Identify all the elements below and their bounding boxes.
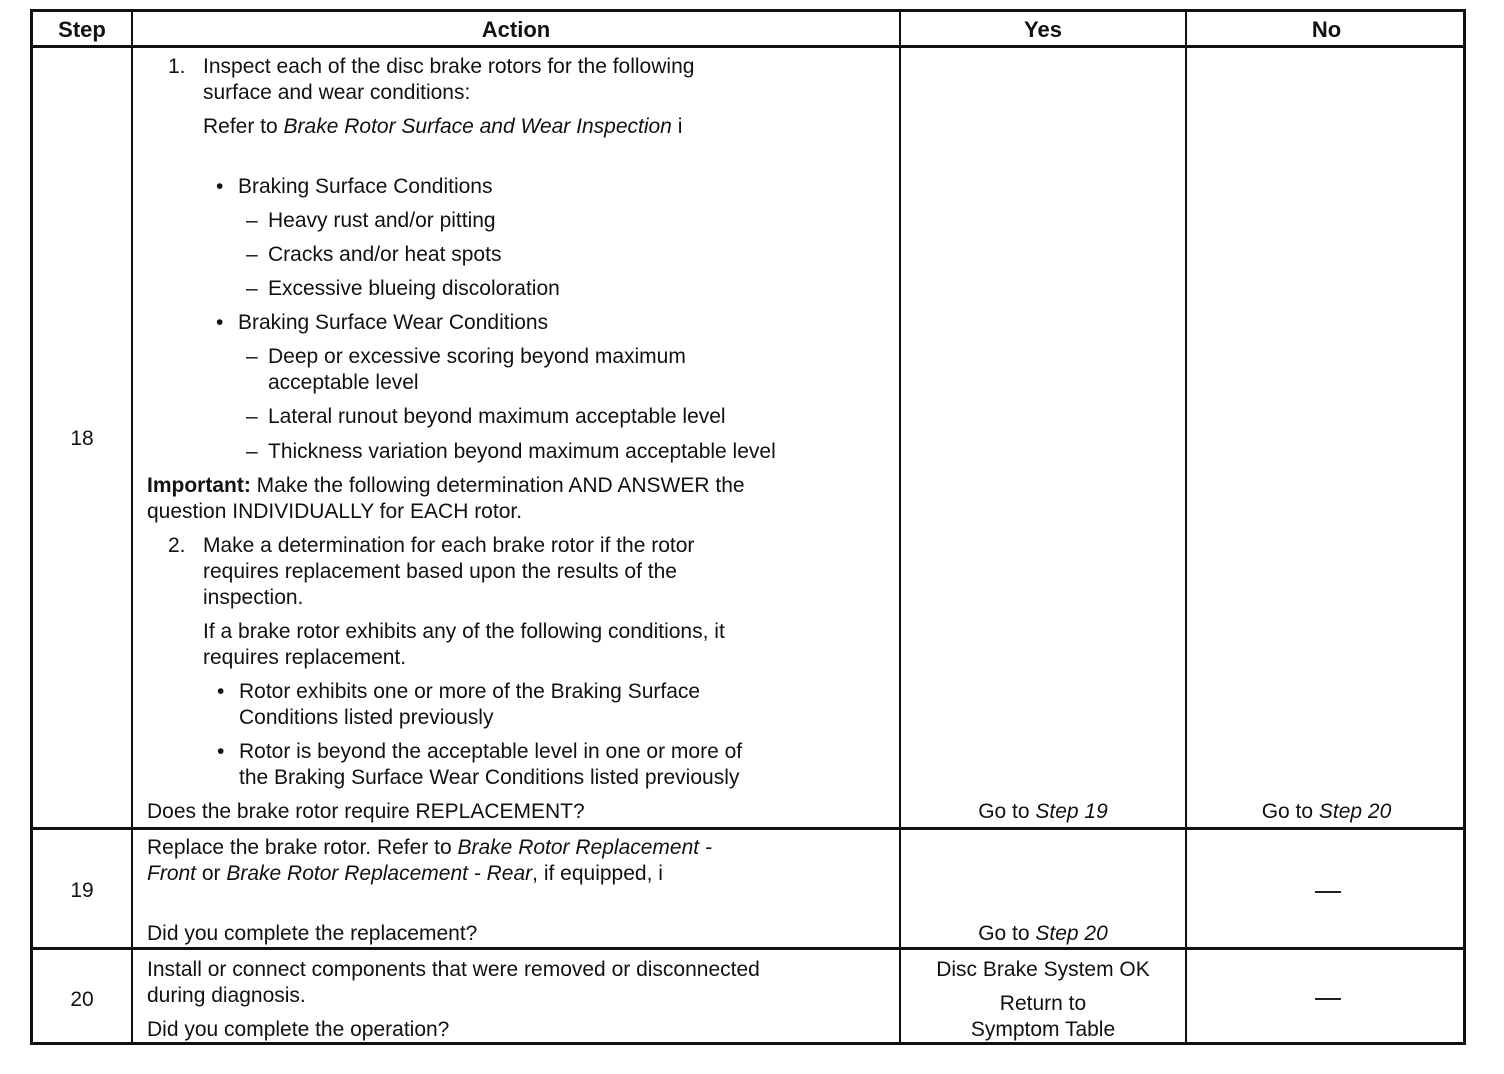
item-number: 2. <box>168 534 186 557</box>
column-divider <box>131 12 133 1042</box>
reference-suffix: i <box>671 115 683 138</box>
step-20-link[interactable]: Step 20 <box>1035 922 1108 945</box>
question-text: Did you complete the replacement? <box>147 922 478 945</box>
item-number: 1. <box>168 55 186 78</box>
dash-item: – Lateral runout beyond maximum acceptable level <box>246 405 726 428</box>
reference-prefix: Refer to <box>203 115 284 138</box>
important-label: Important: <box>147 474 251 497</box>
action-text: Front or Brake Rotor Replacement - Rear, if equipped, i <box>147 862 663 885</box>
header-yes: Yes <box>1024 17 1062 42</box>
important-text: question INDIVIDUALLY for EACH rotor. <box>147 500 523 523</box>
yes-action: Go to Step 19 <box>978 800 1108 823</box>
dash-item: – Cracks and/or heat spots <box>246 243 502 266</box>
dash-item: – Heavy rust and/or pitting <box>246 209 496 232</box>
action-text: Make a determination for each brake rotor if the rotor <box>203 534 695 557</box>
question-text: Does the brake rotor require REPLACEMENT? <box>147 800 585 823</box>
column-divider <box>899 12 901 1042</box>
dash-item-continued: acceptable level <box>268 371 419 394</box>
reference-line <box>203 114 682 140</box>
step-number: 20 <box>70 988 94 1011</box>
brake-rotor-replacement-rear-link[interactable]: Brake Rotor Replacement - Rear <box>226 862 533 885</box>
brake-rotor-inspection-link[interactable]: Brake Rotor Surface and Wear Inspection <box>283 115 672 138</box>
bullet-item: • Braking Surface Wear Conditions <box>238 310 548 336</box>
bullet-item: • Rotor exhibits one or more of the Braking Surface <box>239 679 700 705</box>
header-step: Step <box>58 17 106 42</box>
bullet-item-continued: Conditions listed previously <box>239 706 494 729</box>
question-text: Did you complete the operation? <box>147 1018 450 1041</box>
dash-item: – Thickness variation beyond maximum acceptable level <box>246 440 776 463</box>
return-to-text: Return to <box>999 992 1087 1015</box>
no-action: Go to Step 20 <box>1261 800 1392 823</box>
step-number: 18 <box>70 427 94 450</box>
step-number: 19 <box>70 879 94 902</box>
symptom-table-link[interactable]: Symptom Table <box>970 1018 1116 1041</box>
action-text: requires replacement. <box>203 646 407 669</box>
important-text: Make the following determination AND ANSWER the <box>250 474 745 497</box>
bullet-item: • Braking Surface Conditions <box>238 174 492 200</box>
action-text: inspection. <box>203 586 304 609</box>
empty-cell-dash <box>1315 998 1341 1000</box>
bullet-item-continued: the Braking Surface Wear Conditions listed previously <box>239 766 740 789</box>
action-text: Replace the brake rotor. Refer to Brake Rotor Replacement - <box>147 836 712 859</box>
action-text: If a brake rotor exhibits any of the following conditions, it <box>203 620 725 643</box>
yes-action: Go to Step 20 <box>978 922 1108 945</box>
important-note <box>147 473 745 499</box>
bullet-item: • Rotor is beyond the acceptable level in one or more of <box>239 739 742 765</box>
header-no: No <box>1311 17 1342 42</box>
dash-item: – Excessive blueing discoloration <box>246 277 560 300</box>
diagnostic-table <box>30 9 1466 1045</box>
row-divider <box>33 947 1463 950</box>
action-text: Inspect each of the disc brake rotors for the following <box>203 55 695 78</box>
action-text: requires replacement based upon the results of the <box>203 560 677 583</box>
empty-cell-dash <box>1315 891 1341 893</box>
action-text: during diagnosis. <box>147 984 306 1007</box>
dash-item: – Deep or excessive scoring beyond maximum <box>246 345 686 368</box>
column-divider <box>1185 12 1187 1042</box>
header-action: Action <box>481 17 551 42</box>
step-20-link[interactable]: Step 20 <box>1318 800 1392 823</box>
action-text: Install or connect components that were removed or disconnected <box>147 958 760 981</box>
yes-result: Disc Brake System OK <box>936 958 1150 981</box>
brake-rotor-replacement-front-link[interactable]: Front <box>147 862 197 885</box>
brake-rotor-replacement-front-link[interactable]: Brake Rotor Replacement - <box>457 836 712 859</box>
row-divider <box>33 827 1463 830</box>
action-text: surface and wear conditions: <box>203 81 471 104</box>
step-19-link[interactable]: Step 19 <box>1035 800 1108 823</box>
